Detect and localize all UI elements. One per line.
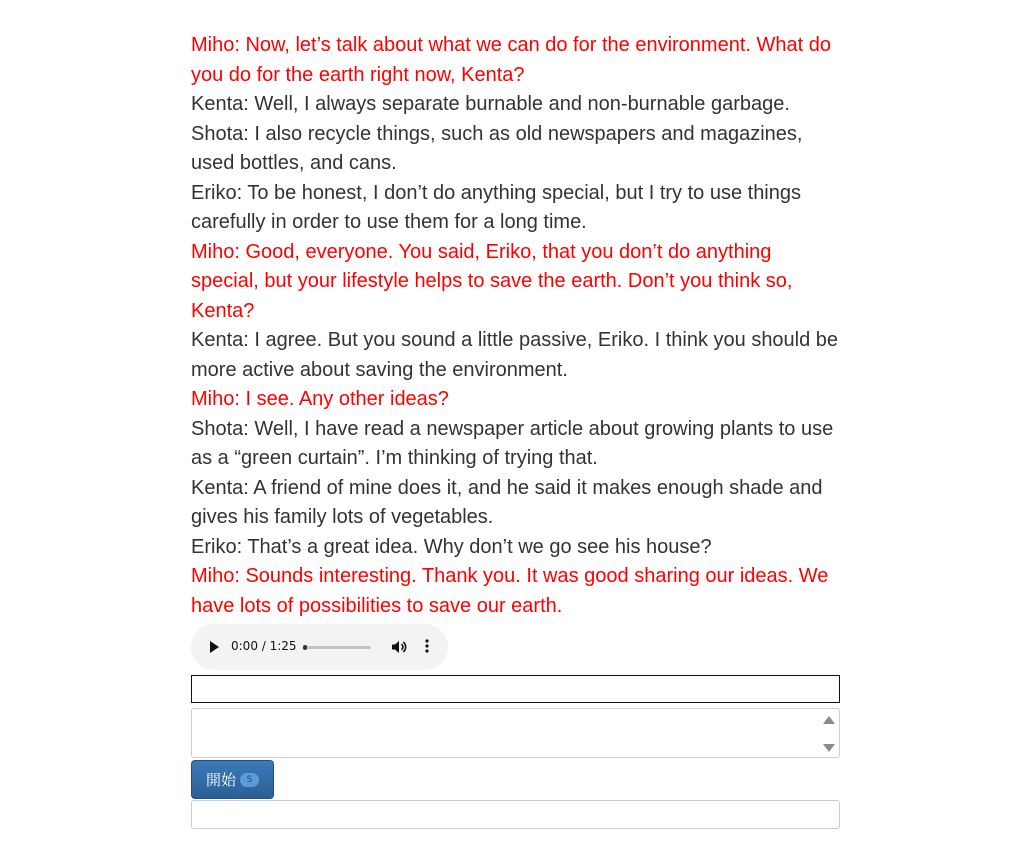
dialogue-line-2: Kenta: Well, I always separate burnable and non-burnable garbage. xyxy=(191,93,790,115)
dialogue-line-11: Miho: Sounds interesting. Thank you. It was good sharing our ideas. We have lots of possibilities to save our earth. xyxy=(191,565,829,617)
play-icon[interactable] xyxy=(210,641,219,653)
start-button[interactable] xyxy=(191,760,274,799)
dialogue-line-10: Eriko: That’s a great idea. Why don’t we go see his house? xyxy=(191,535,712,558)
dialogue-line-3: Shota: I also recycle things, such as old newspapers and magazines, used bottles, and cans. xyxy=(191,122,803,174)
dialogue-line-7: Miho: I see. Any other ideas? xyxy=(191,388,449,410)
result-textarea[interactable] xyxy=(191,708,840,758)
dialogue-line-1: Miho: Now, let’s talk about what we can do for the environment. What do you do for the earth right now, Kenta? xyxy=(191,34,831,86)
dialogue-line-6: Kenta: I agree. But you sound a little passive, Eriko. I think you should be more active about saving the environment. xyxy=(191,329,839,381)
more-vertical-icon[interactable] xyxy=(425,638,429,654)
volume-icon[interactable] xyxy=(391,639,407,655)
dialogue-line-8: Shota: Well, I have read a newspaper article about growing plants to use as a “green curtain”. I’m thinking of trying that. xyxy=(191,417,834,469)
audio-seek-bar[interactable] xyxy=(303,646,371,649)
bottom-text-field[interactable] xyxy=(191,800,840,829)
scroll-up-arrow-icon[interactable] xyxy=(823,716,835,724)
main-content xyxy=(191,31,840,829)
dialogue-line-5: Miho: Good, everyone. You said, Eriko, that you don’t do anything special, but your lifestyle helps to save the earth. Don’t you think so, Kenta? xyxy=(191,240,793,322)
audio-player[interactable] xyxy=(191,624,448,670)
shortcut-badge: S xyxy=(240,773,259,787)
scroll-down-arrow-icon[interactable] xyxy=(823,744,835,752)
audio-time: 0:00 / 1:25 xyxy=(231,639,297,653)
dialogue-line-4: Eriko: To be honest, I don’t do anything special, but I try to use things carefully in order to use them for a long time. xyxy=(191,181,801,233)
audio-seek-thumb[interactable] xyxy=(303,645,307,650)
answer-input[interactable] xyxy=(191,675,840,703)
dialogue-line-9: Kenta: A friend of mine does it, and he said it makes enough shade and gives his family lots of vegetables. xyxy=(191,476,823,528)
start-button-label: 開始 xyxy=(206,771,237,789)
